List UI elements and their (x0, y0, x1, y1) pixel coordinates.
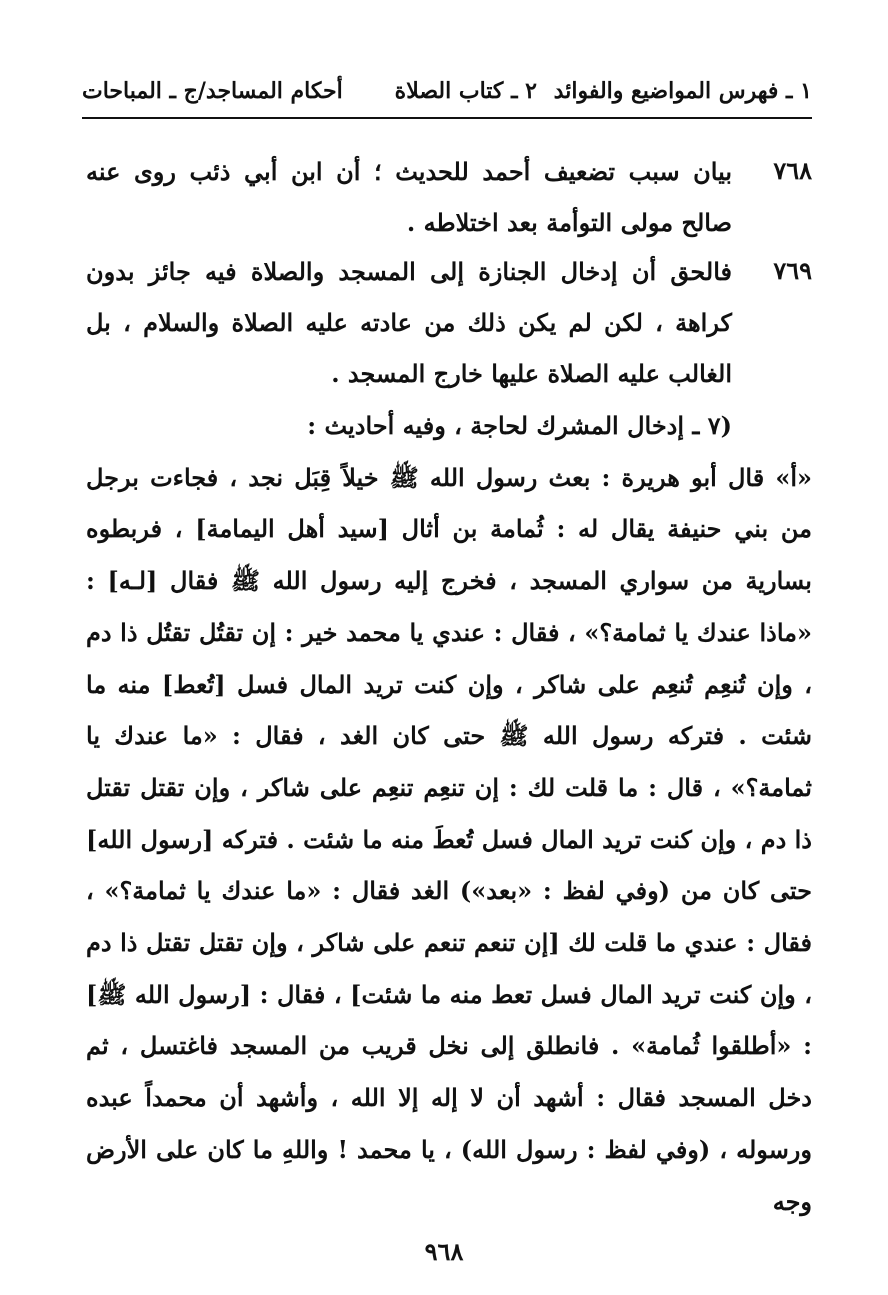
page-number: ٩٦٨ (424, 1237, 464, 1266)
subheading: (٧ ـ إدخال المشرك لحاجة ، وفيه أحاديث : (307, 411, 732, 440)
entry-number: ٧٦٨ (773, 156, 812, 185)
header-section: ١ ـ فهرس المواضيع والفوائد (553, 78, 812, 104)
header-chapter: أحكام المساجد/ج ـ المباحات (82, 78, 343, 104)
entry-text: بيان سبب تضعيف أحمد للحديث ؛ أن ابن أبي ذئب روى عنه صالح مولى التوأمة بعد اختلاطه . (86, 157, 732, 237)
header-book: ٢ ـ كتاب الصلاة (394, 78, 537, 104)
hadith-section (86, 400, 812, 1227)
index-entry (86, 146, 812, 248)
entry-text: فالحق أن إدخال الجنازة إلى المسجد والصلاة فيه جائز بدون كراهة ، لكن لم يكن ذلك من عادته عليه الصلاة والسلام ، بل الغالب عليه الصلاة عليها خارج المسجد . (86, 257, 732, 388)
entry-number: ٧٦٩ (773, 256, 812, 285)
header-divider (82, 117, 812, 119)
running-header (82, 74, 812, 114)
index-entry (86, 246, 812, 399)
hadith-text: «أ» قال أبو هريرة : بعث رسول الله ﷺ خيلاً قِبَل نجد ، فجاءت برجل من بني حنيفة يقال له : ثُمامة بن أثال [سيد أهل اليمامة] ، فربطوه بسارية من سواري المسجد ، فخرج إليه رسول الله ﷺ فقال [لـه] : «ماذا عندك يا ثمامة؟» ، فقال : عندي يا محمد خير : إن تقتُل تقتُل ذا دم ، وإن تُنعِم تُنعِم على شاكر ، وإن كنت تريد المال فسل [تُعط] منه ما شئت . فتركه رسول الله ﷺ حتى كان الغد ، فقال : «ما عندك يا ثمامة؟» ، قال : ما قلت لك : إن تنعِم تنعِم على شاكر ، وإن تقتل تقتل ذا دم ، وإن كنت تريد المال فسل تُعطَ منه ما شئت . فتركه [رسول الله] حتى كان من (وفي لفظ : «بعد») الغد فقال : «ما عندك يا ثمامة؟» ، فقال : عندي ما قلت لك [إن تنعم تنعم على شاكر ، وإن تقتل تقتل ذا دم ، وإن كنت تريد المال فسل تعط منه ما شئت] ، فقال : [رسول الله ﷺ] : «أطلقوا ثُمامة» . فانطلق إلى نخل قريب من المسجد فاغتسل ، ثم دخل المسجد فقال : أشهد أن لا إله إلا الله ، وأشهد أن محمداً عبده ورسوله ، (وفي لفظ : رسول الله) ، يا محمد ! واللهِ ما كان على الأرض وجه (86, 462, 813, 1216)
